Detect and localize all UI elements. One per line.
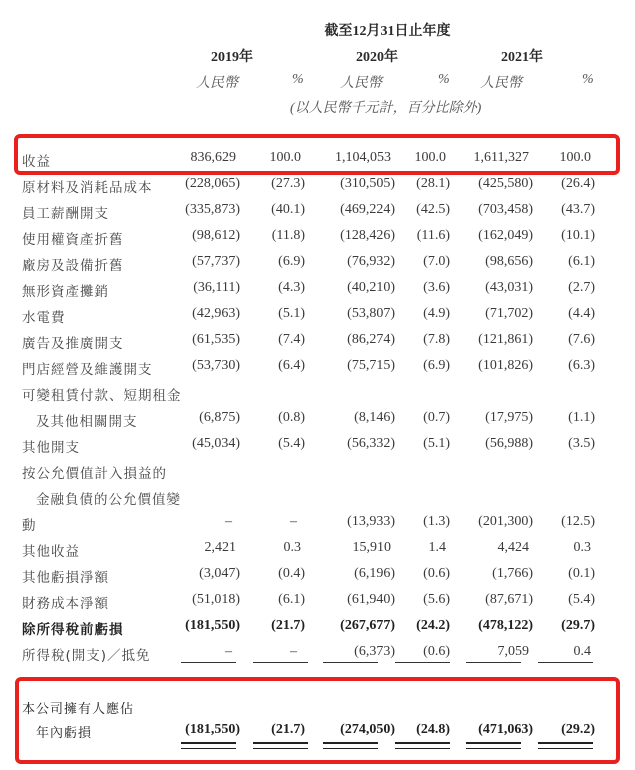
value-2021-pct: (43.7)	[561, 202, 595, 217]
table-row	[0, 644, 635, 670]
unit-pct-2019: %	[292, 72, 304, 87]
value-2019-rmb: (181,550)	[185, 722, 240, 737]
row-label: 金融負債的公允價值變	[36, 492, 181, 508]
value-2019-rmb: 836,629	[190, 150, 236, 165]
value-2021-rmb: (425,580)	[478, 176, 533, 191]
table-row	[0, 358, 635, 384]
value-2019-pct: –	[290, 514, 297, 529]
value-2020-pct: 1.4	[428, 540, 446, 555]
value-2021-pct: 0.4	[573, 644, 591, 659]
value-2019-pct: (27.3)	[271, 176, 305, 191]
value-2021-pct: (1.1)	[568, 410, 595, 425]
row-label: 年內虧損	[36, 726, 93, 741]
value-2021-pct: (6.3)	[568, 358, 595, 373]
value-2021-pct: (10.1)	[561, 228, 595, 243]
unit-pct-2021: %	[582, 72, 594, 87]
value-2020-rmb: (86,274)	[347, 332, 395, 347]
value-2021-rmb: (56,988)	[485, 436, 533, 451]
highlight-box-net-loss	[15, 677, 620, 764]
row-label: 其他開支	[22, 440, 80, 456]
row-label: 門店經營及維護開支	[22, 362, 153, 378]
unit-rmb-2020: 人民幣	[340, 76, 382, 91]
year-2020: 2020年	[356, 50, 398, 65]
underline	[323, 662, 378, 663]
value-2019-rmb: (3,047)	[199, 566, 240, 581]
row-label: 可變租賃付款、短期租金	[22, 388, 182, 404]
value-2020-rmb: (75,715)	[347, 358, 395, 373]
value-2019-rmb: (42,963)	[192, 306, 240, 321]
value-2021-rmb: (121,861)	[478, 332, 533, 347]
table-row	[0, 462, 635, 488]
table-row-subtotal	[0, 618, 635, 644]
table-row	[0, 488, 635, 514]
value-2021-rmb: (471,063)	[478, 722, 533, 737]
row-label: 原材料及消耗品成本	[22, 180, 153, 196]
value-2019-rmb: (335,873)	[185, 202, 240, 217]
value-2019-pct: (5.1)	[278, 306, 305, 321]
row-label: 財務成本淨額	[22, 596, 109, 612]
table-row	[0, 228, 635, 254]
value-2019-rmb: (181,550)	[185, 618, 240, 633]
value-2021-pct: (2.7)	[568, 280, 595, 295]
value-2019-pct: –	[290, 644, 297, 659]
year-2021: 2021年	[501, 50, 543, 65]
value-2021-rmb: (201,300)	[478, 514, 533, 529]
value-2021-pct: (29.2)	[561, 722, 595, 737]
value-2019-rmb: –	[225, 514, 232, 529]
value-2021-rmb: (1,766)	[492, 566, 533, 581]
value-2020-pct: (24.8)	[416, 722, 450, 737]
value-2019-pct: (4.3)	[278, 280, 305, 295]
value-2019-pct: (5.4)	[278, 436, 305, 451]
value-2020-pct: (5.6)	[423, 592, 450, 607]
value-2021-rmb: (478,122)	[478, 618, 533, 633]
value-2019-pct: (0.8)	[278, 410, 305, 425]
table-row	[0, 254, 635, 280]
value-2019-rmb: (51,018)	[192, 592, 240, 607]
table-row	[0, 436, 635, 462]
value-2021-rmb: (43,031)	[485, 280, 533, 295]
value-2019-pct: (21.7)	[271, 722, 305, 737]
table-row	[0, 514, 635, 540]
value-2020-rmb: (8,146)	[354, 410, 395, 425]
value-2019-pct: (7.4)	[278, 332, 305, 347]
value-2020-rmb: (13,933)	[347, 514, 395, 529]
value-2020-pct: (28.1)	[416, 176, 450, 191]
unit-rmb-2019: 人民幣	[196, 76, 238, 91]
value-2019-rmb: (98,612)	[192, 228, 240, 243]
value-2019-rmb: (36,111)	[193, 280, 240, 295]
value-2021-rmb: 1,611,327	[473, 150, 529, 165]
row-label: 按公允價值計入損益的	[22, 466, 167, 482]
row-label: 及其他相關開支	[36, 414, 138, 430]
value-2019-pct: (6.4)	[278, 358, 305, 373]
value-2020-pct: 100.0	[414, 150, 446, 165]
value-2019-pct: 0.3	[283, 540, 301, 555]
value-2020-pct: (6.9)	[423, 358, 450, 373]
value-2019-rmb: (6,875)	[199, 410, 240, 425]
value-2020-pct: (1.3)	[423, 514, 450, 529]
value-2020-rmb: (56,332)	[347, 436, 395, 451]
unit-rmb-2021: 人民幣	[480, 76, 522, 91]
table-row	[0, 332, 635, 358]
row-label: 無形資產攤銷	[22, 284, 109, 300]
period-header: 截至12月31日止年度	[324, 24, 451, 39]
value-2020-pct: (4.9)	[423, 306, 450, 321]
value-2019-pct: (6.1)	[278, 592, 305, 607]
value-2020-rmb: 1,104,053	[335, 150, 391, 165]
value-2021-pct: (5.4)	[568, 592, 595, 607]
value-2020-pct: (24.2)	[416, 618, 450, 633]
row-label: 除所得稅前虧損	[22, 622, 124, 638]
table-row	[0, 280, 635, 306]
row-label: 廠房及設備折舊	[22, 258, 124, 274]
value-2020-pct: (11.6)	[416, 228, 450, 243]
value-2019-pct: (21.7)	[271, 618, 305, 633]
value-2021-rmb: 4,424	[497, 540, 529, 555]
value-2019-rmb: –	[225, 644, 232, 659]
value-2019-rmb: 2,421	[204, 540, 236, 555]
value-2019-rmb: (57,737)	[192, 254, 240, 269]
value-2019-rmb: (53,730)	[192, 358, 240, 373]
row-label: 收益	[22, 154, 51, 170]
value-2020-rmb: (53,807)	[347, 306, 395, 321]
underline	[181, 662, 236, 663]
value-2019-pct: (40.1)	[271, 202, 305, 217]
value-2019-pct: (11.8)	[271, 228, 305, 243]
value-2020-rmb: (6,196)	[354, 566, 395, 581]
underline	[395, 662, 450, 663]
underline	[538, 662, 593, 663]
value-2021-pct: (26.4)	[561, 176, 595, 191]
underline	[253, 662, 308, 663]
table-row	[0, 202, 635, 228]
row-label: 其他虧損淨額	[22, 570, 109, 586]
value-2020-pct: (0.6)	[423, 566, 450, 581]
value-2021-pct: (0.1)	[568, 566, 595, 581]
table-row	[0, 592, 635, 618]
row-label: 使用權資產折舊	[22, 232, 124, 248]
value-2020-rmb: (76,932)	[347, 254, 395, 269]
year-2019: 2019年	[211, 50, 253, 65]
row-label: 動	[22, 518, 37, 534]
value-2020-rmb: (6,373)	[354, 644, 395, 659]
value-2020-rmb: (310,505)	[340, 176, 395, 191]
value-2021-rmb: (703,458)	[478, 202, 533, 217]
table-row	[0, 410, 635, 436]
value-2021-rmb: (101,826)	[478, 358, 533, 373]
value-2019-rmb: (228,065)	[185, 176, 240, 191]
value-2020-pct: (5.1)	[423, 436, 450, 451]
value-2020-rmb: (274,050)	[340, 722, 395, 737]
value-2021-pct: (3.5)	[568, 436, 595, 451]
value-2020-pct: (42.5)	[416, 202, 450, 217]
value-2021-rmb: (71,702)	[485, 306, 533, 321]
table-row	[0, 384, 635, 410]
row-label: 水電費	[22, 310, 66, 326]
table-row	[0, 566, 635, 592]
unit-pct-2020: %	[438, 72, 450, 87]
value-2021-rmb: (17,975)	[485, 410, 533, 425]
value-2020-rmb: (61,940)	[347, 592, 395, 607]
value-2021-pct: (7.6)	[568, 332, 595, 347]
unit-note: (以人民幣千元計，百分比除外)	[290, 101, 482, 116]
value-2019-pct: 100.0	[269, 150, 301, 165]
value-2020-pct: (7.0)	[423, 254, 450, 269]
underline	[466, 662, 521, 663]
value-2019-rmb: (45,034)	[192, 436, 240, 451]
row-label: 其他收益	[22, 544, 80, 560]
value-2020-rmb: (40,210)	[347, 280, 395, 295]
value-2021-pct: (12.5)	[561, 514, 595, 529]
highlight-box-revenue	[14, 134, 620, 175]
value-2021-pct: 0.3	[573, 540, 591, 555]
value-2020-pct: (7.8)	[423, 332, 450, 347]
value-2021-rmb: (162,049)	[478, 228, 533, 243]
value-2019-pct: (0.4)	[278, 566, 305, 581]
value-2020-pct: (0.7)	[423, 410, 450, 425]
value-2020-rmb: (267,677)	[340, 618, 395, 633]
value-2020-pct: (0.6)	[423, 644, 450, 659]
table-row	[0, 306, 635, 332]
value-2021-rmb: (87,671)	[485, 592, 533, 607]
value-2020-pct: (3.6)	[423, 280, 450, 295]
value-2021-pct: (29.7)	[561, 618, 595, 633]
row-label: 廣告及推廣開支	[22, 336, 124, 352]
row-label: 所得稅(開支)／抵免	[22, 648, 151, 664]
value-2021-pct: 100.0	[559, 150, 591, 165]
value-2021-pct: (4.4)	[568, 306, 595, 321]
value-2020-rmb: (128,426)	[340, 228, 395, 243]
value-2021-rmb: (98,656)	[485, 254, 533, 269]
value-2019-pct: (6.9)	[278, 254, 305, 269]
value-2019-rmb: (61,535)	[192, 332, 240, 347]
table-row	[0, 176, 635, 202]
value-2020-rmb: 15,910	[352, 540, 391, 555]
value-2020-rmb: (469,224)	[340, 202, 395, 217]
total-label-line1: 本公司擁有人應佔	[22, 702, 135, 717]
row-label: 員工薪酬開支	[22, 206, 109, 222]
value-2021-rmb: 7,059	[497, 644, 529, 659]
value-2021-pct: (6.1)	[568, 254, 595, 269]
table-row	[0, 540, 635, 566]
